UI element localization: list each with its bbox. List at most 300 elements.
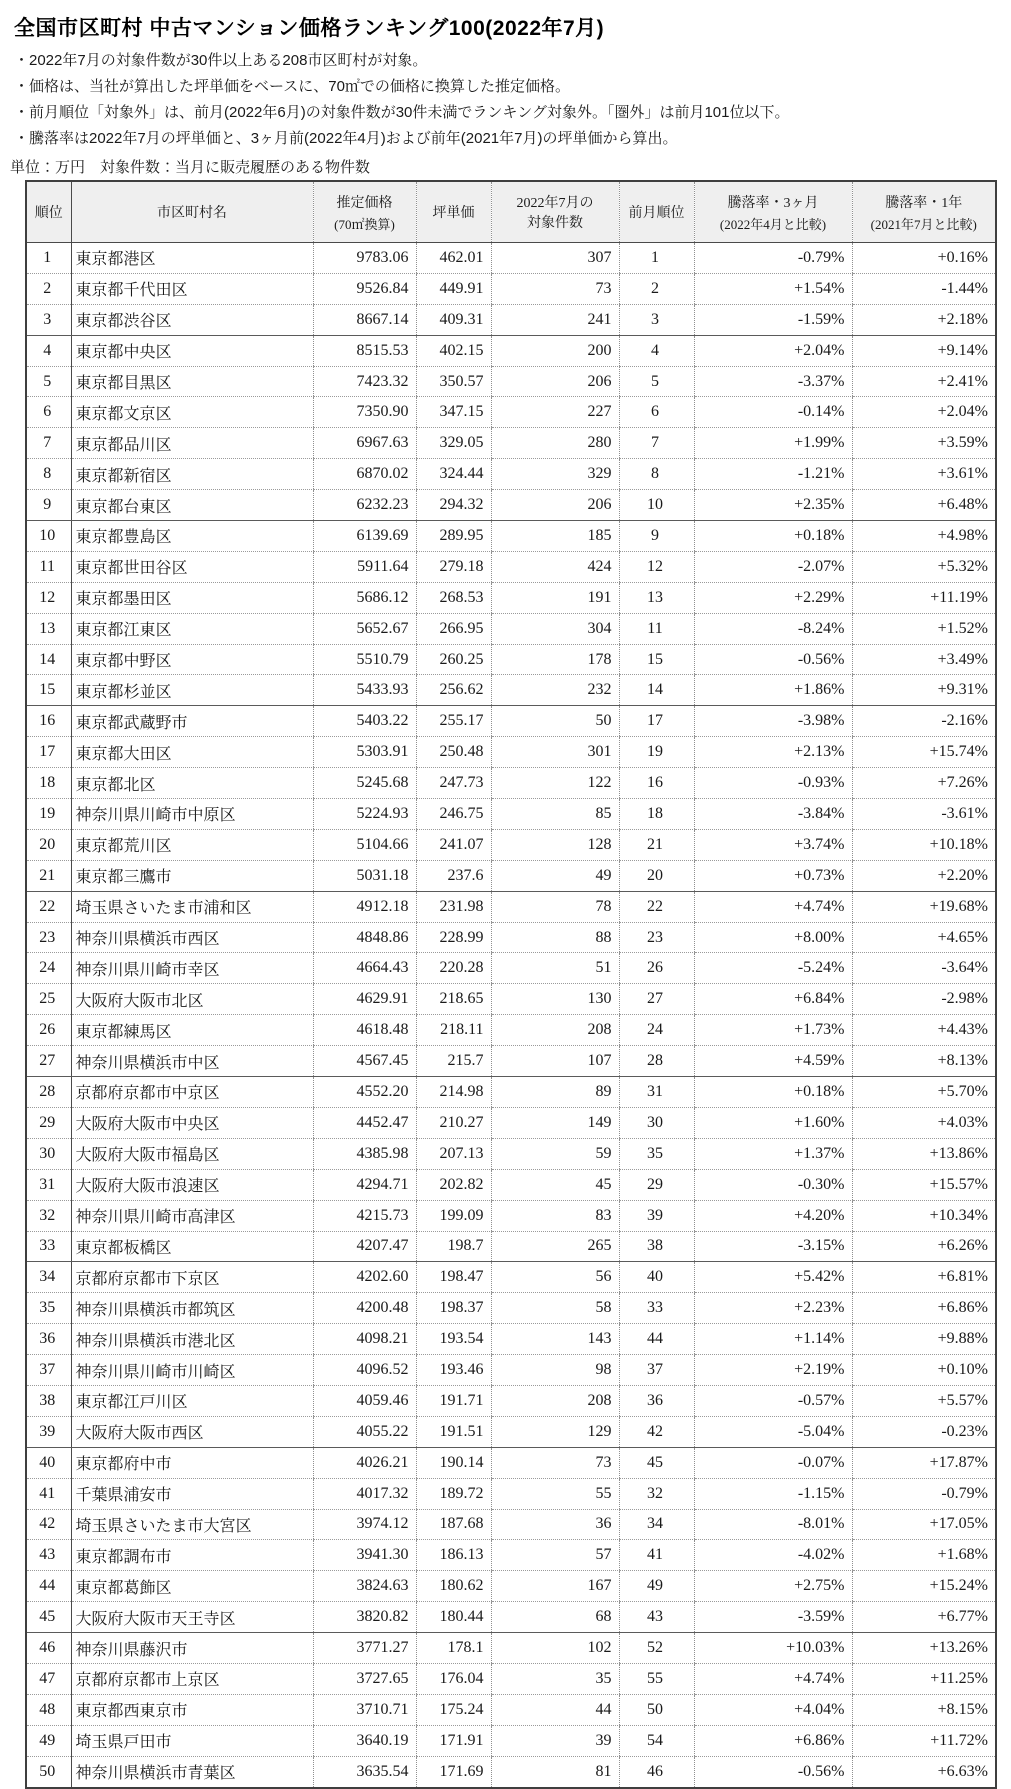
cell-case-count: 200 <box>491 335 619 366</box>
notes-block <box>14 48 1011 152</box>
cell-prev-rank: 4 <box>619 335 694 366</box>
cell-change-1y: +17.05% <box>852 1509 996 1540</box>
cell-estimated-price: 4912.18 <box>313 891 416 922</box>
cell-change-3m: +4.59% <box>694 1046 852 1077</box>
table-row <box>26 521 996 552</box>
col-header-case-count-line2: 対象件数 <box>527 216 583 231</box>
cell-case-count: 73 <box>491 1447 619 1478</box>
cell-rank: 43 <box>26 1540 71 1571</box>
cell-city-name: 東京都新宿区 <box>71 459 313 490</box>
cell-tsubo-price: 241.07 <box>416 829 491 860</box>
cell-tsubo-price: 180.62 <box>416 1571 491 1602</box>
cell-city-name: 神奈川県藤沢市 <box>71 1633 313 1664</box>
cell-rank: 9 <box>26 490 71 521</box>
cell-case-count: 206 <box>491 366 619 397</box>
cell-rank: 13 <box>26 613 71 644</box>
cell-change-1y: +6.77% <box>852 1602 996 1633</box>
cell-estimated-price: 4098.21 <box>313 1324 416 1355</box>
col-header-change-3m-line1: 騰落率・3ヶ月 <box>727 195 819 211</box>
cell-rank: 27 <box>26 1046 71 1077</box>
cell-case-count: 49 <box>491 860 619 891</box>
col-header-change-1y <box>852 181 996 243</box>
cell-case-count: 107 <box>491 1046 619 1077</box>
cell-case-count: 44 <box>491 1694 619 1725</box>
cell-prev-rank: 40 <box>619 1262 694 1293</box>
cell-estimated-price: 4452.47 <box>313 1107 416 1138</box>
cell-city-name: 大阪府大阪市福島区 <box>71 1138 313 1169</box>
table-row <box>26 1756 996 1787</box>
cell-city-name: 神奈川県横浜市青葉区 <box>71 1756 313 1787</box>
cell-rank: 5 <box>26 366 71 397</box>
cell-city-name: 東京都中央区 <box>71 335 313 366</box>
cell-change-1y: -3.61% <box>852 799 996 830</box>
cell-city-name: 東京都府中市 <box>71 1447 313 1478</box>
cell-change-1y: +5.32% <box>852 551 996 582</box>
cell-change-3m: +4.20% <box>694 1200 852 1231</box>
cell-estimated-price: 5104.66 <box>313 829 416 860</box>
cell-tsubo-price: 220.28 <box>416 953 491 984</box>
cell-rank: 49 <box>26 1725 71 1756</box>
cell-change-1y: +15.74% <box>852 737 996 768</box>
cell-estimated-price: 7423.32 <box>313 366 416 397</box>
cell-prev-rank: 29 <box>619 1169 694 1200</box>
cell-rank: 21 <box>26 860 71 891</box>
cell-tsubo-price: 218.65 <box>416 984 491 1015</box>
cell-city-name: 東京都港区 <box>71 243 313 274</box>
cell-rank: 18 <box>26 768 71 799</box>
cell-estimated-price: 6232.23 <box>313 490 416 521</box>
cell-change-3m: -0.79% <box>694 243 852 274</box>
cell-change-3m: +1.73% <box>694 1015 852 1046</box>
cell-estimated-price: 4385.98 <box>313 1138 416 1169</box>
cell-change-1y: +11.25% <box>852 1663 996 1694</box>
cell-change-3m: -1.15% <box>694 1478 852 1509</box>
cell-rank: 50 <box>39 1762 56 1780</box>
cell-estimated-price: 6139.69 <box>313 521 416 552</box>
cell-estimated-price: 5433.93 <box>313 675 416 706</box>
cell-estimated-price: 3771.27 <box>313 1633 416 1664</box>
table-row <box>26 829 996 860</box>
col-header-change-3m <box>694 181 852 243</box>
cell-tsubo-price: 191.51 <box>416 1416 491 1447</box>
cell-change-3m: -0.30% <box>694 1169 852 1200</box>
cell-tsubo-price: 289.95 <box>416 521 491 552</box>
cell-prev-rank: 37 <box>619 1355 694 1386</box>
cell-city-name: 東京都練馬区 <box>71 1015 313 1046</box>
cell-change-1y: +6.26% <box>852 1231 996 1262</box>
table-row <box>26 243 996 274</box>
cell-rank: 39 <box>26 1416 71 1447</box>
table-row <box>26 675 996 706</box>
cell-change-1y: +0.16% <box>852 243 996 274</box>
cell-change-3m: +0.73% <box>694 860 852 891</box>
cell-rank: 8 <box>26 459 71 490</box>
cell-change-3m: +4.74% <box>694 1663 852 1694</box>
cell-change-1y: +9.88% <box>852 1324 996 1355</box>
cell-tsubo-price: 250.48 <box>416 737 491 768</box>
col-header-tsubo-price: 坪単価 <box>416 181 491 243</box>
cell-tsubo-price: 409.31 <box>416 304 491 335</box>
cell-tsubo-price: 237.6 <box>416 860 491 891</box>
cell-tsubo-price: 256.62 <box>416 675 491 706</box>
cell-city-name: 大阪府大阪市西区 <box>71 1416 313 1447</box>
table-row <box>26 860 996 891</box>
table-row <box>26 1385 996 1416</box>
cell-estimated-price: 3635.54 <box>313 1756 416 1787</box>
table-row <box>26 1015 996 1046</box>
cell-prev-rank: 6 <box>619 397 694 428</box>
table-row <box>26 304 996 335</box>
cell-city-name: 神奈川県横浜市西区 <box>71 922 313 953</box>
cell-estimated-price: 8667.14 <box>313 304 416 335</box>
table-row <box>26 1262 996 1293</box>
cell-prev-rank: 12 <box>619 551 694 582</box>
cell-prev-rank: 49 <box>619 1571 694 1602</box>
cell-change-1y: +3.49% <box>852 644 996 675</box>
cell-tsubo-price: 210.27 <box>416 1107 491 1138</box>
cell-change-1y: +2.20% <box>852 860 996 891</box>
cell-rank: 3 <box>26 304 71 335</box>
table-row <box>26 1355 996 1386</box>
cell-estimated-price: 3824.63 <box>313 1571 416 1602</box>
table-row <box>26 768 996 799</box>
cell-prev-rank: 50 <box>619 1694 694 1725</box>
cell-prev-rank: 46 <box>619 1756 694 1787</box>
cell-city-name: 大阪府大阪市中央区 <box>71 1107 313 1138</box>
table-row <box>26 1046 996 1077</box>
cell-change-3m: +0.18% <box>694 1077 852 1108</box>
cell-case-count: 58 <box>491 1293 619 1324</box>
cell-estimated-price: 4664.43 <box>313 953 416 984</box>
cell-prev-rank: 21 <box>619 829 694 860</box>
cell-city-name: 東京都中野区 <box>71 644 313 675</box>
cell-rank: 32 <box>26 1200 71 1231</box>
cell-estimated-price: 5224.93 <box>313 799 416 830</box>
table-row <box>26 891 996 922</box>
cell-prev-rank: 20 <box>619 860 694 891</box>
cell-rank: 47 <box>26 1663 71 1694</box>
cell-estimated-price: 4096.52 <box>313 1355 416 1386</box>
cell-city-name: 東京都墨田区 <box>71 582 313 613</box>
cell-change-3m: +2.23% <box>694 1293 852 1324</box>
cell-rank: 4 <box>26 335 71 366</box>
cell-city-name: 東京都杉並区 <box>71 675 313 706</box>
table-row <box>26 953 996 984</box>
table-row <box>26 984 996 1015</box>
cell-change-3m: +3.74% <box>694 829 852 860</box>
cell-change-3m: -0.93% <box>694 768 852 799</box>
cell-estimated-price: 6870.02 <box>313 459 416 490</box>
cell-change-1y: +5.57% <box>852 1385 996 1416</box>
cell-prev-rank: 31 <box>619 1077 694 1108</box>
cell-prev-rank: 15 <box>619 644 694 675</box>
cell-prev-rank: 13 <box>619 582 694 613</box>
cell-change-3m: -5.24% <box>694 953 852 984</box>
cell-tsubo-price: 215.7 <box>416 1046 491 1077</box>
cell-estimated-price: 3640.19 <box>313 1725 416 1756</box>
cell-estimated-price: 6967.63 <box>313 428 416 459</box>
cell-tsubo-price: 214.98 <box>416 1077 491 1108</box>
table-row <box>26 1416 996 1447</box>
cell-city-name: 千葉県浦安市 <box>71 1478 313 1509</box>
cell-tsubo-price: 175.24 <box>416 1694 491 1725</box>
cell-change-1y: +3.59% <box>852 428 996 459</box>
col-header-estimated-price <box>313 181 416 243</box>
cell-tsubo-price: 199.09 <box>416 1200 491 1231</box>
cell-case-count: 39 <box>491 1725 619 1756</box>
cell-estimated-price: 7350.90 <box>313 397 416 428</box>
cell-change-3m: +10.03% <box>694 1633 852 1664</box>
cell-city-name: 大阪府大阪市北区 <box>71 984 313 1015</box>
cell-estimated-price: 3941.30 <box>313 1540 416 1571</box>
cell-rank: 33 <box>26 1231 71 1262</box>
page-title: 全国市区町村 中古マンション価格ランキング100(2022年7月) <box>14 17 605 40</box>
cell-case-count: 83 <box>491 1200 619 1231</box>
cell-rank: 19 <box>26 799 71 830</box>
cell-rank: 46 <box>26 1633 71 1664</box>
cell-tsubo-price: 189.72 <box>416 1478 491 1509</box>
cell-change-3m: -0.56% <box>694 644 852 675</box>
cell-prev-rank: 39 <box>619 1200 694 1231</box>
cell-estimated-price: 5911.64 <box>313 551 416 582</box>
table-row <box>26 1540 996 1571</box>
cell-prev-rank: 27 <box>619 984 694 1015</box>
cell-change-3m: -5.04% <box>694 1416 852 1447</box>
cell-case-count: 35 <box>491 1663 619 1694</box>
table-row <box>26 737 996 768</box>
cell-rank: 35 <box>26 1293 71 1324</box>
cell-prev-rank: 24 <box>619 1015 694 1046</box>
cell-prev-rank: 16 <box>619 768 694 799</box>
cell-tsubo-price: 228.99 <box>416 922 491 953</box>
cell-change-3m: +1.54% <box>694 273 852 304</box>
cell-city-name: 東京都世田谷区 <box>71 551 313 582</box>
cell-case-count: 56 <box>491 1262 619 1293</box>
cell-prev-rank: 32 <box>619 1478 694 1509</box>
table-row <box>26 490 996 521</box>
cell-case-count: 68 <box>491 1602 619 1633</box>
cell-city-name: 東京都西東京市 <box>71 1694 313 1725</box>
cell-tsubo-price: 186.13 <box>416 1540 491 1571</box>
col-header-change-1y-line1: 騰落率・1年 <box>885 195 963 211</box>
cell-tsubo-price: 268.53 <box>416 582 491 613</box>
cell-prev-rank: 5 <box>619 366 694 397</box>
cell-tsubo-price: 347.15 <box>416 397 491 428</box>
cell-city-name: 京都府京都市下京区 <box>71 1262 313 1293</box>
cell-change-3m: -0.07% <box>694 1447 852 1478</box>
cell-rank: 23 <box>26 922 71 953</box>
cell-change-1y: +10.34% <box>852 1200 996 1231</box>
cell-tsubo-price: 255.17 <box>416 706 491 737</box>
cell-tsubo-price: 207.13 <box>416 1138 491 1169</box>
cell-city-name: 神奈川県川崎市幸区 <box>71 953 313 984</box>
cell-prev-rank: 54 <box>619 1725 694 1756</box>
cell-change-3m: +2.29% <box>694 582 852 613</box>
table-row <box>26 1200 996 1231</box>
col-header-city: 市区町村名 <box>71 181 313 243</box>
cell-prev-rank: 28 <box>619 1046 694 1077</box>
cell-tsubo-price: 171.69 <box>416 1756 491 1787</box>
table-row <box>26 1293 996 1324</box>
cell-case-count: 301 <box>491 737 619 768</box>
col-header-estimated-price-line2: (70㎡換算) <box>334 216 395 232</box>
cell-change-1y: +15.57% <box>852 1169 996 1200</box>
cell-change-1y: +4.98% <box>852 521 996 552</box>
cell-rank: 28 <box>26 1077 71 1108</box>
cell-tsubo-price: 190.14 <box>416 1447 491 1478</box>
cell-rank: 6 <box>26 397 71 428</box>
cell-change-1y: +13.26% <box>852 1633 996 1664</box>
cell-prev-rank: 18 <box>619 799 694 830</box>
cell-rank: 48 <box>26 1694 71 1725</box>
cell-city-name: 東京都目黒区 <box>71 366 313 397</box>
cell-estimated-price: 4059.46 <box>313 1385 416 1416</box>
cell-case-count: 85 <box>491 799 619 830</box>
cell-prev-rank: 26 <box>619 953 694 984</box>
cell-estimated-price: 3710.71 <box>313 1694 416 1725</box>
cell-tsubo-price: 191.71 <box>416 1385 491 1416</box>
cell-estimated-price: 5510.79 <box>313 644 416 675</box>
cell-change-3m: +0.18% <box>694 521 852 552</box>
cell-prev-rank: 22 <box>619 891 694 922</box>
cell-city-name: 大阪府大阪市天王寺区 <box>71 1602 313 1633</box>
header-row <box>26 181 996 243</box>
cell-change-3m: +4.74% <box>694 891 852 922</box>
cell-change-3m: +2.04% <box>694 335 852 366</box>
cell-tsubo-price: 180.44 <box>416 1602 491 1633</box>
cell-rank: 42 <box>26 1509 71 1540</box>
cell-change-1y: +15.24% <box>852 1571 996 1602</box>
table-row <box>26 1447 996 1478</box>
cell-rank: 37 <box>26 1355 71 1386</box>
cell-change-3m: -8.01% <box>694 1509 852 1540</box>
cell-city-name: 東京都江戸川区 <box>71 1385 313 1416</box>
cell-city-name: 東京都調布市 <box>71 1540 313 1571</box>
cell-tsubo-price: 176.04 <box>416 1663 491 1694</box>
cell-change-3m: +2.19% <box>694 1355 852 1386</box>
cell-prev-rank: 34 <box>619 1509 694 1540</box>
cell-change-1y: -0.23% <box>852 1416 996 1447</box>
cell-prev-rank: 55 <box>619 1663 694 1694</box>
cell-estimated-price: 8515.53 <box>313 335 416 366</box>
cell-change-1y: +9.14% <box>852 335 996 366</box>
cell-prev-rank: 23 <box>619 922 694 953</box>
cell-rank: 31 <box>26 1169 71 1200</box>
table-row <box>26 1324 996 1355</box>
cell-change-1y: +11.19% <box>852 582 996 613</box>
cell-city-name: 埼玉県戸田市 <box>71 1725 313 1756</box>
cell-change-3m: -3.84% <box>694 799 852 830</box>
cell-change-3m: +5.42% <box>694 1262 852 1293</box>
cell-change-1y: +19.68% <box>852 891 996 922</box>
cell-estimated-price: 5245.68 <box>313 768 416 799</box>
cell-case-count: 45 <box>491 1169 619 1200</box>
cell-city-name: 神奈川県川崎市中原区 <box>71 799 313 830</box>
cell-prev-rank: 19 <box>619 737 694 768</box>
cell-prev-rank: 11 <box>619 613 694 644</box>
cell-case-count: 98 <box>491 1355 619 1386</box>
cell-rank: 34 <box>26 1262 71 1293</box>
table-row <box>26 1725 996 1756</box>
cell-tsubo-price: 198.7 <box>416 1231 491 1262</box>
cell-estimated-price: 4200.48 <box>313 1293 416 1324</box>
table-row <box>26 1478 996 1509</box>
cell-change-3m: -8.24% <box>694 613 852 644</box>
cell-change-1y: +8.15% <box>852 1694 996 1725</box>
cell-change-1y: +11.72% <box>852 1725 996 1756</box>
cell-rank: 10 <box>26 521 71 552</box>
cell-estimated-price: 3820.82 <box>313 1602 416 1633</box>
cell-change-3m: +1.99% <box>694 428 852 459</box>
cell-city-name: 神奈川県横浜市中区 <box>71 1046 313 1077</box>
table-row <box>26 582 996 613</box>
cell-tsubo-price: 202.82 <box>416 1169 491 1200</box>
cell-case-count: 178 <box>491 644 619 675</box>
note-line: ・前月順位「対象外」は、前月(2022年6月)の対象件数が30件未満でランキング対象外。「圏外」は前月101位以下。 <box>14 104 790 121</box>
col-header-case-count-line1: 2022年7月の <box>516 196 594 211</box>
col-header-change-1y-line2: (2021年7月と比較) <box>870 216 977 232</box>
cell-rank: 44 <box>26 1571 71 1602</box>
cell-rank: 17 <box>26 737 71 768</box>
cell-rank: 2 <box>26 273 71 304</box>
cell-estimated-price: 5031.18 <box>313 860 416 891</box>
cell-change-1y: -2.98% <box>852 984 996 1015</box>
cell-rank: 14 <box>26 644 71 675</box>
cell-tsubo-price: 246.75 <box>416 799 491 830</box>
table-row <box>26 922 996 953</box>
cell-rank: 1 <box>26 243 71 274</box>
cell-prev-rank: 42 <box>619 1416 694 1447</box>
cell-city-name: 東京都台東区 <box>71 490 313 521</box>
cell-change-3m: -3.59% <box>694 1602 852 1633</box>
cell-prev-rank: 45 <box>619 1447 694 1478</box>
cell-prev-rank: 9 <box>619 521 694 552</box>
cell-case-count: 51 <box>491 953 619 984</box>
cell-case-count: 208 <box>491 1385 619 1416</box>
table-row <box>26 706 996 737</box>
col-header-case-count <box>491 181 619 243</box>
cell-case-count: 57 <box>491 1540 619 1571</box>
cell-prev-rank: 7 <box>619 428 694 459</box>
table-row <box>26 428 996 459</box>
cell-change-3m: +2.75% <box>694 1571 852 1602</box>
cell-tsubo-price: 231.98 <box>416 891 491 922</box>
cell-case-count: 191 <box>491 582 619 613</box>
cell-estimated-price: 4215.73 <box>313 1200 416 1231</box>
cell-case-count: 208 <box>491 1015 619 1046</box>
cell-tsubo-price: 279.18 <box>416 551 491 582</box>
cell-estimated-price: 5303.91 <box>313 737 416 768</box>
cell-case-count: 167 <box>491 1571 619 1602</box>
cell-change-3m: +1.86% <box>694 675 852 706</box>
cell-case-count: 102 <box>491 1633 619 1664</box>
cell-city-name: 東京都千代田区 <box>71 273 313 304</box>
cell-change-1y: +2.04% <box>852 397 996 428</box>
cell-city-name: 京都府京都市中京区 <box>71 1077 313 1108</box>
cell-prev-rank: 8 <box>619 459 694 490</box>
cell-rank: 45 <box>26 1602 71 1633</box>
cell-change-3m: -1.21% <box>694 459 852 490</box>
cell-city-name: 神奈川県川崎市川崎区 <box>71 1355 313 1386</box>
cell-tsubo-price: 329.05 <box>416 428 491 459</box>
cell-change-3m: +8.00% <box>694 922 852 953</box>
cell-change-3m: -0.14% <box>694 397 852 428</box>
cell-change-3m: +6.86% <box>694 1725 852 1756</box>
col-header-estimated-price-line1: 推定価格 <box>336 195 393 211</box>
cell-prev-rank: 41 <box>619 1540 694 1571</box>
cell-case-count: 227 <box>491 397 619 428</box>
table-row <box>26 1138 996 1169</box>
